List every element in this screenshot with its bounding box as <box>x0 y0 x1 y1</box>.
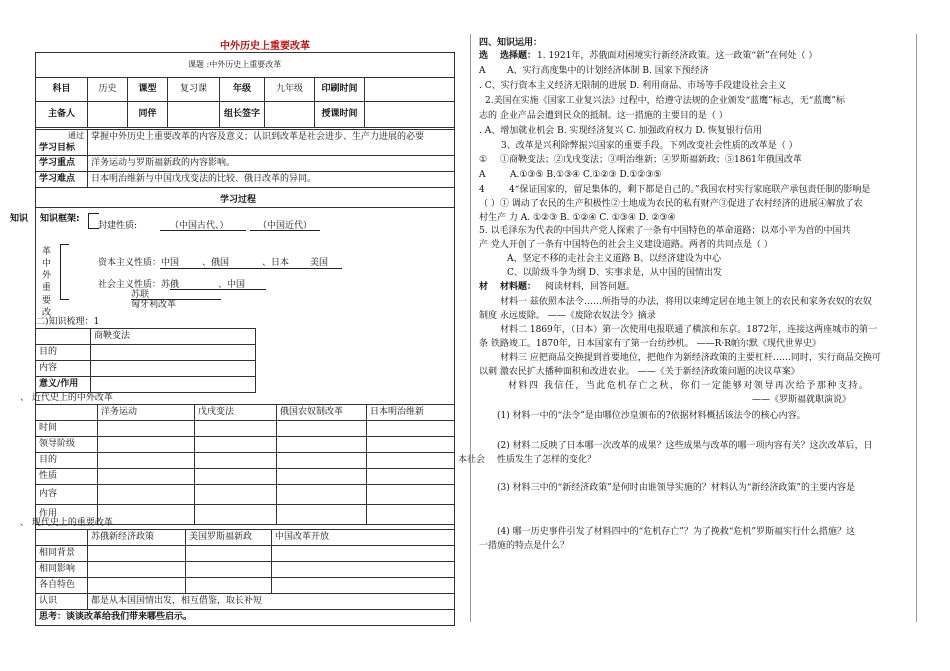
reading-question-4: (4) 哪一历史事件引发了材料四中的“危机存亡”？为了挽救“危机”罗斯福实行什么措施？这 <box>497 527 856 537</box>
modern-row-label: 性质 <box>36 469 98 485</box>
soc-hungary: 匈牙利改革 <box>131 300 177 310</box>
cell-grade: 九年级 <box>265 78 315 102</box>
vertical-char: 中 <box>42 259 52 270</box>
shang-row-label: 内容 <box>36 361 91 377</box>
feudal-b: （中国近代） <box>258 221 313 231</box>
modern-row-label: 目的 <box>36 453 98 469</box>
reading-question-4b: 一措施的特点是什么？ <box>479 541 570 551</box>
divider <box>35 207 454 208</box>
section2-label: 二)知识梳理：1 <box>36 317 100 327</box>
modern-row-label: 内容 <box>36 485 98 505</box>
goal-prefix: 通过 <box>68 131 84 140</box>
underline <box>170 289 266 290</box>
vertical-char: 革 <box>42 247 52 257</box>
cap-japan: 、日本 <box>262 258 290 268</box>
key-text: 洋务运动与罗斯福新政的内容影响。 <box>88 155 455 171</box>
cell-subject-label: 科目 <box>36 78 88 102</box>
modern-header: 日本明治维新 <box>367 405 455 421</box>
vertical-label <box>42 246 54 319</box>
bracket <box>60 244 69 300</box>
material-3b: 以刺 激农民扩大播种面积和改进农业。 ——《关于新经济政策问题的决议草案》 <box>479 367 800 377</box>
underline <box>160 268 342 269</box>
right-page-edge <box>470 34 472 622</box>
contemporary-header: 苏俄新经济政策 <box>88 530 186 546</box>
question-4c: 村生产 力 A. ①②③ B. ①②④ C. ①③④ D. ②③④ <box>479 213 676 223</box>
contemporary-row-label: 相同背景 <box>36 546 88 562</box>
shang-row-label: 意义/作用 <box>36 377 91 393</box>
contemporary-header: 中国改革开放 <box>272 530 455 546</box>
cell-class-time <box>365 102 455 128</box>
material-title: 材料题： <box>500 282 537 292</box>
insight-text: 都是从本国国情出发，相互借鉴，取长补短 <box>88 594 455 610</box>
question-2b: 志的 企业产品会遭到民众的抵制。这一措施的主要目的是（ ） <box>479 111 728 121</box>
socialist-label: 社会主义性质：苏俄 <box>98 280 180 290</box>
material-1: 材料一 兹依照本法令……所指导的办法，将用以束缚定居在地主领上的农民和家务农奴的农奴 <box>500 297 872 307</box>
cell-preparer <box>88 102 128 128</box>
choice-title: 选择题： <box>500 51 537 61</box>
cell-type: 复习课 <box>168 78 220 102</box>
cell-class-time-label: 授课时间 <box>315 102 365 128</box>
material-1b: 制度 永远废除。 ——《废除农奴法令》摘录 <box>479 311 656 321</box>
cell-partner <box>168 102 220 128</box>
cap-russia: 、俄国 <box>202 258 230 268</box>
question-3: 3、改革是兴利除弊振兴国家的重要手段。下列改变社会性质的改革是（ ） <box>501 141 798 151</box>
key-label: 学习重点 <box>36 155 88 171</box>
reading-question-3: (3) 材料三中的“新经济政策”是何时由谁领导实施的？材料认为“新经济政策”的主要内容是 <box>497 483 856 493</box>
goal-label: 学习目标 <box>39 142 76 153</box>
question-5b: 产 党人开创了一条有中国特色的社会主义建设道路。两者的共同点是（ ） <box>479 240 773 250</box>
vertical-char: 外 <box>42 271 52 282</box>
framework-label: 知识框架: <box>40 214 80 224</box>
soc-china: 、中国 <box>218 280 246 290</box>
cell-preparer-label: 主备人 <box>36 102 88 128</box>
rq2-side-text: 本社会 <box>458 455 486 465</box>
q1-options-a: A、实行高度集中的计划经济体制 B. 国家下预经济 <box>507 66 709 76</box>
modern-title: 、 近代史上的中外改革 <box>20 393 113 403</box>
feudal-a: （中国古代、） <box>170 221 229 231</box>
q5-options-c: C、以阶级斗争为纲 D、实事求是，从中国的国情出发 <box>507 268 722 278</box>
difficulty-text: 日本明治维新与中国戊戌变法的比较、俄日改革的异同。 <box>88 171 455 187</box>
cell-type-label: 课型 <box>128 78 168 102</box>
shang-row-label: 目的 <box>36 345 91 361</box>
right-page-edge <box>916 34 918 622</box>
contemporary-header: 美国罗斯福新政 <box>186 530 272 546</box>
feudal-label: 封建性质: <box>98 221 138 231</box>
material-2b: 条 铁路竣工。1870年，日本国家有了第一台纺纱机。 ——R·R帕尔默《现代世界史》 <box>479 339 822 349</box>
reading-question-2b: 性质发生了怎样的变化？ <box>497 455 597 465</box>
material-4: 材料四 我信任，当此危机存亡之秋，你们一定能够对领导再次给予那种支持。 <box>508 381 870 391</box>
material-3: 材料三 应把商品交换提到首要地位，把他作为新经济政策的主要杠杆……同时，实行商品交换可 <box>500 353 881 363</box>
q3-items: ①商鞅变法；②戊戌变法；③明治维新；④罗斯福新政；⑤1861年俄国改革 <box>500 155 802 165</box>
cell-print-time-label: 印刷时间 <box>315 78 365 102</box>
material-intro: 阅读材料，回答问题。 <box>545 282 636 292</box>
subject-line: 课题 :中外历史上重要改革 <box>188 60 282 69</box>
reading-question-2: (2) 材料二反映了日本哪一次改革的成果？这些成果与改革的哪一项内容有关？这次改革后，日 <box>497 441 873 451</box>
capitalist-label: 资本主义性质：中国 <box>98 258 180 268</box>
material-side-label: 材 <box>479 282 489 292</box>
modern-row-label: 作用 <box>36 505 98 525</box>
section4-title: 四、知识运用： <box>479 38 543 48</box>
modern-header: 戊戌变法 <box>195 405 277 421</box>
page-title: 中外历史上重要改革 <box>220 41 310 52</box>
framework-side-label: 知识 <box>10 214 29 224</box>
difficulty-label: 学习难点 <box>36 171 88 187</box>
cell-partner-label: 同伴 <box>128 102 168 128</box>
underline <box>160 230 246 231</box>
q5-options-a: A、坚定不移的走社会主义道路 B、以经济建设为中心 <box>507 254 721 264</box>
modern-row-label: 领导阶级 <box>36 437 98 453</box>
vertical-char: 重 <box>42 283 52 294</box>
material-4b: ——《罗斯福就职演说》 <box>752 395 852 405</box>
contemporary-title: 、 现代史上的重要改革 <box>20 518 113 528</box>
cell-leader <box>265 102 315 128</box>
contemporary-row-label: 各自特色 <box>36 578 88 594</box>
q1-options-c: . C、实行资本主义经济无限制的进展 D. 利用商品、市场等手段建设社会主义 <box>479 81 787 91</box>
choice-side-label: 选 <box>479 51 489 61</box>
cell-print-time <box>365 78 455 102</box>
vertical-char: 改 <box>42 307 52 318</box>
goal-label-cell <box>36 130 88 156</box>
thinking-prompt: 思考：谈谈改革给我们带来哪些启示。 <box>36 610 455 626</box>
modern-table <box>35 404 455 525</box>
cell-grade-label: 年级 <box>220 78 265 102</box>
header-table <box>35 77 455 128</box>
reading-question-1: (1) 材料一中的“法令”是由哪位沙皇颁布的?依据材料概括该法令的核心内容。 <box>497 411 806 421</box>
cap-usa: 美国 <box>310 258 329 268</box>
question-1: 1. 1921年，苏俄面对困境实行新经济政策。这一政策“新”在何处（ ） <box>537 51 818 61</box>
q2-options: . A、增加就业机会 B. 实现经济复兴 C. 加强政府权力 D. 恢复银行信用 <box>479 126 763 136</box>
modern-header: 洋务运动 <box>98 405 195 421</box>
question-2: 2.美国在实施《国家工业复兴法》过程中，给遵守法规的企业颁发“蓝鹰”标志，无“蓝鹰”标 <box>485 96 845 106</box>
underline <box>250 230 320 231</box>
shang-table <box>35 328 256 393</box>
material-2: 材料二 1869年，（日本）第一次使用电报联通了横滨和东京。1872年，连接这两座城市的第一 <box>500 325 878 335</box>
underline <box>131 299 221 300</box>
question-4b: （ ）① 调动了农民的生产积极性②土地成为农民的私有财产③促进了农村经济的进展④解放了农 <box>479 199 863 209</box>
vertical-char: 要 <box>42 295 52 306</box>
question-4: 4“保证国家的，留足集体的，剩下都是自己的。”我国农村实行家庭联产承包责任制的影响是 <box>509 185 871 195</box>
question-5: 5. 以毛泽东为代表的中国共产党人探索了一条有中国特色的革命道路；以邓小平为首的中国共 <box>479 226 851 236</box>
shang-header: 商鞅变法 <box>91 329 256 345</box>
cell-leader-label: 组长签字 <box>220 102 265 128</box>
contemporary-table <box>35 529 455 626</box>
modern-header: 俄国农奴制改革 <box>277 405 367 421</box>
goal-text: 掌握中外历史上重要改革的内容及意义；认识到改革是社会进步、生产力进展的必要 <box>88 130 455 156</box>
cell-subject: 历史 <box>88 78 128 102</box>
insight-label: 认识 <box>36 594 88 610</box>
goals-table <box>35 129 455 188</box>
q3-options: A.①③⑤ B.①③④ C.①②③ D.①②③⑤ <box>510 170 662 180</box>
modern-row-label: 时间 <box>36 421 98 437</box>
soc-ussr: 苏联 <box>131 290 150 300</box>
contemporary-row-label: 相同影响 <box>36 562 88 578</box>
process-title: 学习过程 <box>220 195 257 205</box>
